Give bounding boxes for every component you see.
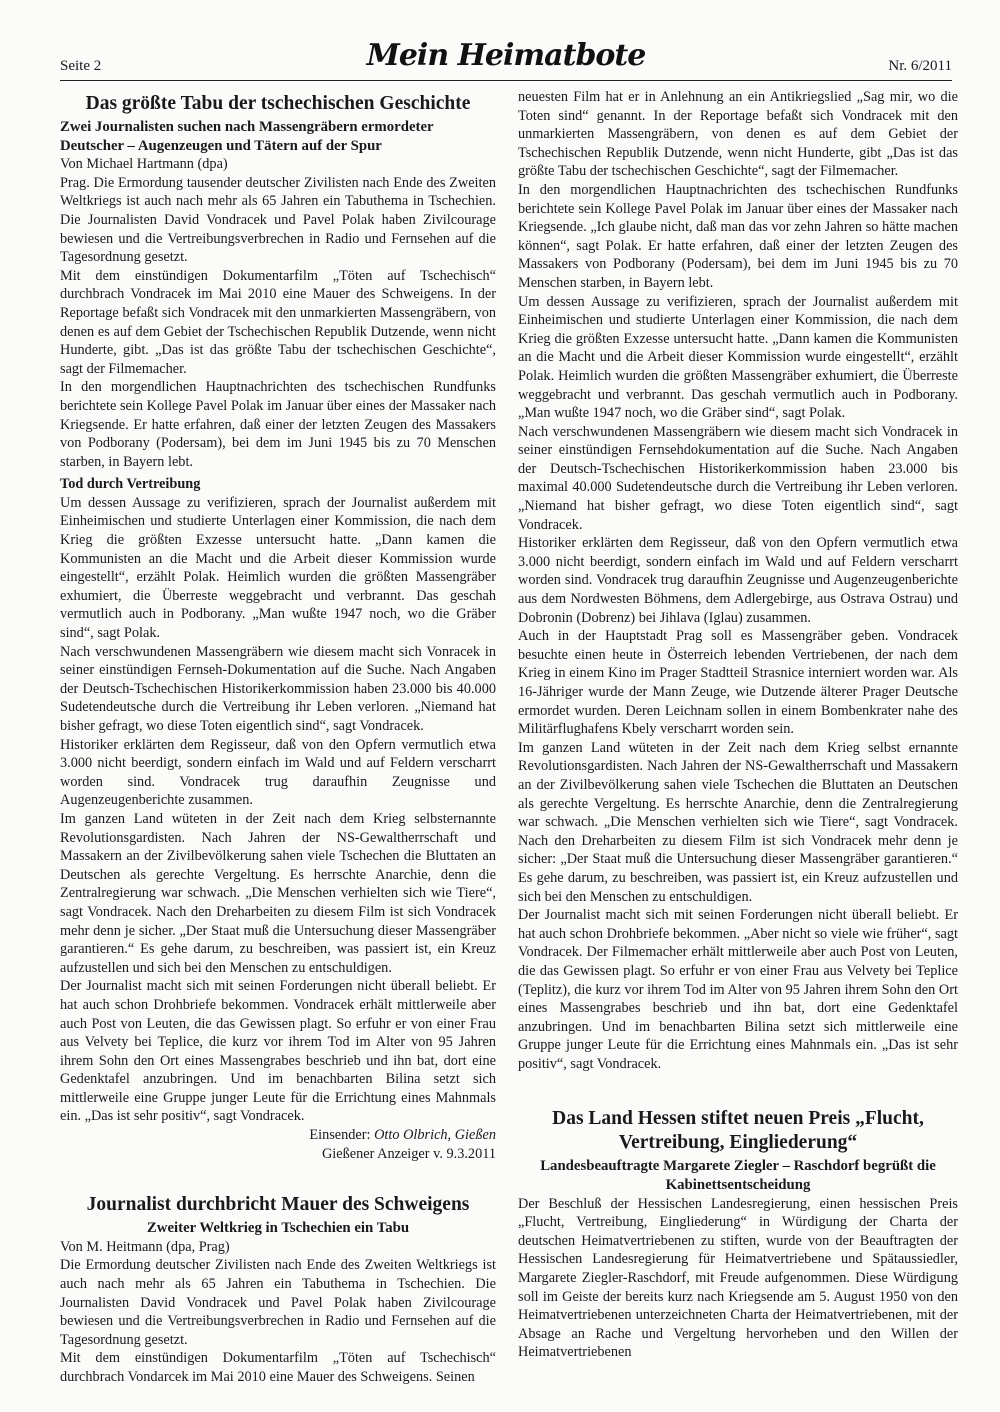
article-title: Journalist durchbricht Mauer des Schweigens [86,1194,470,1216]
sender-name: Otto Olbrich, Gießen [374,1127,496,1144]
article-separator [60,1163,496,1189]
article-mauer [60,1193,496,1386]
right-column [518,88,958,1362]
article-byline: Von Michael Hartmann (dpa) [60,156,228,173]
paragraph: Der Journalist macht sich mit seinen Forderungen nicht überall beliebt. Er hat auch schon Drohbriefe bekommen. Vondracek erhält mittlerweile aber auch Post von Leuten, die das Gewissen plagt. So erfuhr er von einer Frau aus Velvety bei Teplice, die kurz vor ihrem Tod im Alter von 95 Jahren ihrem Sohn den Ort eines Massengrabes beschrieb und ihn bat, dort eine Gedenktafel anzubringen. Und im benachbarten Bilina setzt sich mittlerweile eine Gruppe junger Leute für die Errichtung eines Mahnmals ein. „Das ist sehr positiv“, sagt Vondracek. [60,978,496,1125]
article-subtitle: Landesbeauftragte Margarete Ziegler – Raschdorf begrüßt die Kabinettsentscheidung [540,1158,936,1194]
article-title: Das größte Tabu der tschechischen Geschichte [85,93,471,114]
paragraph: Um dessen Aussage zu verifizieren, sprach der Journalist außerdem mit Einheimischen und studierte Unterlagen einer Kommission, die nach dem Krieg die größten Exzesse untersucht hatte. „Dann kamen die Kommunisten an die Macht und die Arbeit dieser Kommission wurde eingestellt“, erzählt Polak. Heimlich wurden die größten Massengräber exhumiert, die Überreste weggebracht und verbrannt. Das geschah vermutlich auch in Podborany. „Man wußte 1947 noch, wo die Gräber sind“, sagt Polak. [518,293,958,422]
issue-number: Nr. 6/2011 [888,58,952,74]
page-header [60,38,952,80]
paragraph: In den morgendlichen Hauptnachrichten des tschechischen Rundfunks berichtete sein Kollege Pavel Polak im Januar über eines der Massaker nach Kriegsende. „Ich glaube nicht, daß man das vor zehn Jahren so hätte machen können“, sagt Polak. Er hatte erfahren, daß einer der letzten Zeugen des Massakers von Podborany (Podersam), bei dem im Juni 1945 bis zu 70 Menschen starben, in Bayern lebt. [518,181,958,291]
article-hessen [518,1107,958,1362]
paragraph: Historiker erklärten dem Regisseur, daß von den Opfern vermutlich etwa 3.000 nicht beerdigt, sondern einfach im Wald und auf Feldern verscharrt worden sind. Vondracek trug daraufhin Zeugnisse und Augenzeugenberichte aus dem Nordwesten Böhmens, dem Adlergebirge, aus Ostrava Ostrau) und Dobronin (Dobrenz) bei Jihlava (Iglau) zusammen. [518,535,958,626]
article-subheading: Tod durch Vertreibung [60,476,201,493]
article-mauer-continued [518,88,958,1073]
paragraph: Die Ermordung deutscher Zivilisten nach Ende des Zweiten Weltkriegs ist auch nach mehr als 65 Jahren ein Tabuthema in Tschechien. Die Journalisten David Vondracek und Pavel Polak haben Zivilcourage bewiesen und die Vertreibungsverbrechen in Radio und Fernsehen auf die Tagesordnung gesetzt. [60,1257,496,1348]
paragraph: Prag. Die Ermordung tausender deutscher Zivilisten nach Ende des Zweiten Weltkriegs ist auch nach mehr als 65 Jahren ein Tabuthema in Tschechien. Die Journalisten David Vondracek und Pavel Polak haben Zivilcourage bewiesen und die Vertreibungsverbrechen in Radio und Fernsehen auf die Tagesordnung gesetzt. [60,174,496,266]
paragraph: Mit dem einstündigen Dokumentarfilm „Töten auf Tschechisch“ durchbrach Vondarcek im Mai 2010 eine Mauer des Schweigens. Seinen [60,1350,496,1385]
article-separator [518,1073,958,1103]
paragraph: Der Journalist macht sich mit seinen Forderungen nicht überall beliebt. Er hat auch schon Drohbriefe bekommen. „Aber nicht so viele wie früher“, sagt Vondracek. Der Filmemacher erhält mittlerweile aber auch Post von Leuten, die das Gewissen plagt. So erfuhr er von einer Frau aus Velvety bei Teplice (Teplitz), die kurz vor ihrem Tod im Alter von 95 Jahren ihrem Sohn den Ort eines Massengrabes beschrieb und ihn bat, dort eine Gedenktafel anzubringen. Und im benachbarten Bilina setzt sich mittlerweile eine Gruppe junger Leute für die Errichtung eines Mahnmals ein. „Das ist sehr positiv“, sagt Vondracek. [518,907,958,1072]
article-title: Das Land Hessen stiftet neuen Preis „Flucht, Vertreibung, Eingliederung“ [552,1108,924,1154]
article-subtitle: Zwei Journalisten suchen nach Massengräbern ermordeter Deutscher – Augenzeugen und Tätern auf der Spur [60,119,434,154]
header-rule [60,80,952,81]
sender-credit [60,1126,496,1145]
source-credit: Gießener Anzeiger v. 9.3.2011 [321,1145,496,1162]
left-column [60,88,496,1387]
article-tabu [60,92,496,1163]
newspaper-masthead: Mein Heimatbote [366,38,646,73]
paragraph: Der Beschluß der Hessischen Landesregierung, einen hessischen Preis „Flucht, Vertreibung, Eingliederung“ in Würdigung der Charta der deutschen Heimatvertriebenen zu stiften, wurde von der Beauftragten der Hessischen Landesregierung für Heimatvertriebene und Spätaussiedler, Margarete Ziegler-Raschdorf, mit Freude aufgenommen. Diese Würdigung soll im Geiste der bereits kurz nach Kriegsende am 5. August 1950 von den Heimatvertriebenen unterzeichneten Charta der Heimatvertriebenen, mit der Absage an Rache und Vergeltung hervorheben und den Willen der Heimatvertriebenen [518,1195,958,1361]
paragraph: neuesten Film hat er in Anlehnung an ein Antikriegslied „Sag mir, wo die Toten sind“ genannt. In der Reportage befaßt sich Vondracek mit den unmarkierten Massengräbern, von denen es auf dem Gebiet der Tschechischen Republik Dutzende, wenn nicht Hunderte, gibt „Das ist das größte Tabu der tschechischen Geschichte“, sagt der Filmemacher. [518,89,958,180]
paragraph: Im ganzen Land wüteten in der Zeit nach dem Krieg selbst ernannte Revolutionsgardisten. Nach Jahren der NS-Gewaltherrschaft und Massakern an der Zivilbevölkerung sahen viele Tschechen die Bluttaten an Deutschen als gerechte Vergeltung. Es herrschte Anarchie, denn die Zentralregierung war schwach. „Die Menschen verhielten sich wie Tiere“, sagt Vondracek. Nach den Dreharbeiten zu diesem Film ist sich Vondracek mehr denn je sicher: „Der Staat muß die Untersuchung dieser Massengräber garantieren.“ Es gehe darum, zu beschreiben, was passiert ist, ein Kreuz aufzustellen und sich bei den Menschen zu entschuldigen. [518,739,958,905]
paragraph: Historiker erklärten dem Regisseur, daß von den Opfern vermutlich etwa 3.000 nicht beerdigt, sondern einfach im Wald und auf Feldern verscharrt worden sind. Vondracek trug daraufhin Zeugnisse und Augenzeugenberichte zusammen. [60,736,496,809]
paragraph: Nach verschwundenen Massengräbern wie diesem macht sich Vondracek in seiner einstündigen Fernsehdokumentation auf die Suche. Nach Angaben der Deutsch-Tschechischen Historikerkommission haben 23.000 bis maximal 40.000 Sudetendeutsche durch die Vertreibung ihr Leben verloren. „Niemand hat bisher gefragt, wo diese Toten eigentlich sind“, sagt Vondracek. [518,423,958,533]
article-byline: Von M. Heitmann (dpa, Prag) [60,1238,230,1255]
paragraph: In den morgendlichen Hauptnachrichten des tschechischen Rundfunks berichtete sein Kollege Pavel Polak im Januar über eines der Massaker nach Kriegsende. Er hatte erfahren, daß einer der letzten Zeugen des Massakers von Podborany (Podersam), bei dem im Juni 1945 bis zu 70 Menschen starben, in Bayern lebt. [60,379,496,470]
paragraph: Im ganzen Land wüteten in der Zeit nach dem Krieg selbsternannte Revolutionsgardisten. Nach Jahren der NS-Gewaltherrschaft und Massakern an der Zivilbevölkerung sahen viele Tschechen die Bluttaten an Deutschen als gerechte Vergeltung. Es herrschte Anarchie, denn die Zentralregierung war schwach. „Die Menschen verhielten sich wie Tiere“, sagt Vondracek. Nach den Dreharbeiten zu diesem Film ist sich Vondracek mehr denn je sicher. „Der Staat muß die Untersuchung dieser Massengräber garantieren.“ Es gehe darum, zu beschreiben, was passiert ist, ein Kreuz aufzustellen und sich bei den Menschen zu entschuldigen. [60,810,496,976]
paragraph: Um dessen Aussage zu verifizieren, sprach der Journalist außerdem mit Einheimischen und studierte Unterlagen einer Kommission, die nach dem Krieg die größten Exzesse untersucht hatte. „Dann kamen die Kommunisten an die Macht und die Arbeit dieser Kommission wurde eingestellt“, erzählt Polak. Heimlich wurden die größten Massengräber exhumiert, die Überreste weggebracht und verbrannt. Das geschah vermutlich auch in Podborany. „Man wußte 1947 noch, wo die Gräber sind“, sagt Polak. [60,494,496,642]
article-subtitle: Zweiter Weltkrieg in Tschechien ein Tabu [146,1220,410,1237]
paragraph: Nach verschwundenen Massengräbern wie diesem macht sich Vonracek in seiner einstündigen Fernseh-Dokumentation auf die Suche. Nach Angaben der Deutsch-Tschechischen Historikerkommission haben 23.000 bis 40.000 Sudetendeutsche durch die Vertreibung ihr Leben verloren. „Niemand hat bisher gefragt, wo diese Toten eigentlich sind“, sagt Vondracek. [60,643,496,734]
page-number: Seite 2 [60,58,102,74]
sender-label: Einsender: [309,1127,375,1144]
paragraph: Mit dem einstündigen Dokumentarfilm „Töten auf Tschechisch“ durchbrach Vondracek im Mai 2010 eine Mauer des Schweigens. In der Reportage befaßt sich Vondracek mit den unmarkierten Massengräbern, von denen es auf dem Gebiet der Tschechischen Republik Dutzende, wenn nicht Hunderte, gibt. „Das ist das größte Tabu der tschechischen Geschichte“, sagt der Filmemacher. [60,267,496,377]
paragraph: Auch in der Hauptstadt Prag soll es Massengräber geben. Vondracek besuchte einen heute in Österreich lebenden Vertriebenen, der nach dem Krieg in einem Kino im Prager Stadtteil Strasnice interniert worden war. Als 16-Jähriger wurde der Mann Zeuge, wie Dutzende älterer Prager Deutsche ermordet wurden. Deren Leichnam sollen in einem Bombenkrater nahe des Militärflughafens Kbely verscharrt worden sein. [518,628,958,738]
